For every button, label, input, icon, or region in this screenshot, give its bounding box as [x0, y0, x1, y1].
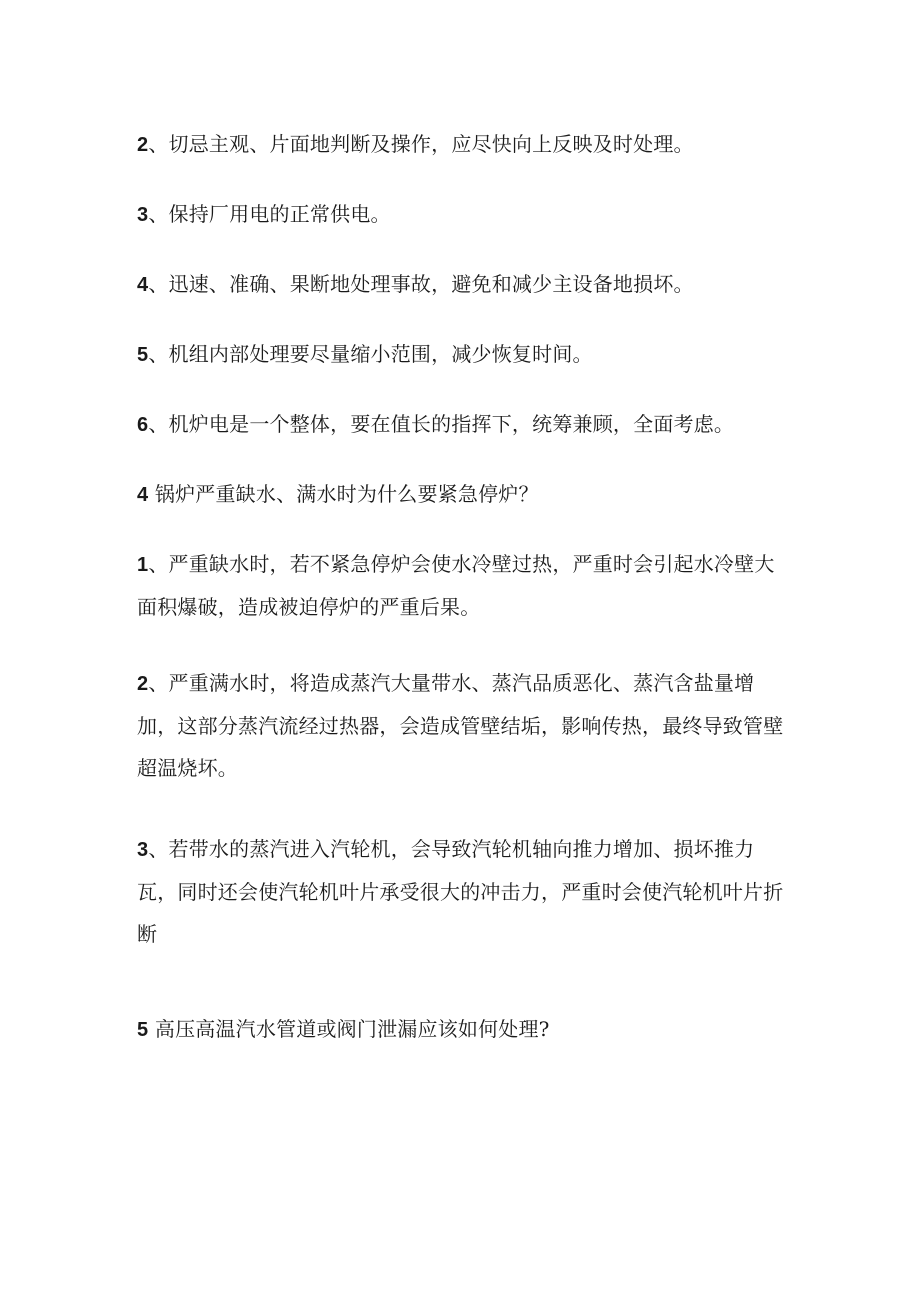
answer-item-1: [137, 543, 787, 628]
paragraph-item-2: [137, 123, 787, 166]
paragraph-text: 、保持厂用电的正常供电。: [148, 202, 391, 226]
question-number: 5: [137, 1019, 149, 1041]
question-text: 高压高温汽水管道或阀门泄漏应该如何处理?: [148, 1017, 550, 1041]
item-number: 6: [137, 414, 149, 436]
item-number: 2: [137, 134, 149, 156]
paragraph-item-4: [137, 263, 787, 306]
question-heading-4: [137, 473, 787, 516]
question-number: 4: [137, 484, 149, 506]
paragraph-text: 、若带水的蒸汽进入汽轮机，会导致汽轮机轴向推力增加、损坏推力瓦，同时还会使汽轮机叶片承受很大的冲击力，严重时会使汽轮机叶片折断: [137, 837, 784, 946]
paragraph-item-3: [137, 193, 787, 236]
question-text: 锅炉严重缺水、满水时为什么要紧急停炉？: [148, 482, 539, 506]
item-number: 2: [137, 673, 149, 695]
question-heading-5: [137, 1008, 787, 1051]
answer-item-3: [137, 828, 787, 955]
item-number: 4: [137, 274, 149, 296]
paragraph-text: 、机组内部处理要尽量缩小范围，减少恢复时间。: [148, 342, 593, 366]
paragraph-text: 、严重缺水时，若不紧急停炉会使水冷壁过热，严重时会引起水冷壁大面积爆破，造成被迫停炉的严重后果。: [137, 552, 775, 619]
paragraph-item-6: [137, 403, 787, 446]
paragraph-text: 、切忌主观、片面地判断及操作，应尽快向上反映及时处理。: [148, 132, 694, 156]
paragraph-item-5: [137, 333, 787, 376]
paragraph-text: 、迅速、准确、果断地处理事故，避免和减少主设备地损坏。: [148, 272, 694, 296]
item-number: 3: [137, 204, 149, 226]
item-number: 5: [137, 344, 149, 366]
paragraph-text: 、严重满水时，将造成蒸汽大量带水、蒸汽品质恶化、蒸汽含盐量增加，这部分蒸汽流经过热器，会造成管壁结垢，影响传热，最终导致管壁超温烧坏。: [137, 671, 784, 780]
item-number: 3: [137, 839, 149, 861]
answer-item-2: [137, 662, 787, 789]
item-number: 1: [137, 554, 149, 576]
paragraph-text: 、机炉电是一个整体，要在值长的指挥下，统筹兼顾，全面考虑。: [148, 412, 735, 436]
